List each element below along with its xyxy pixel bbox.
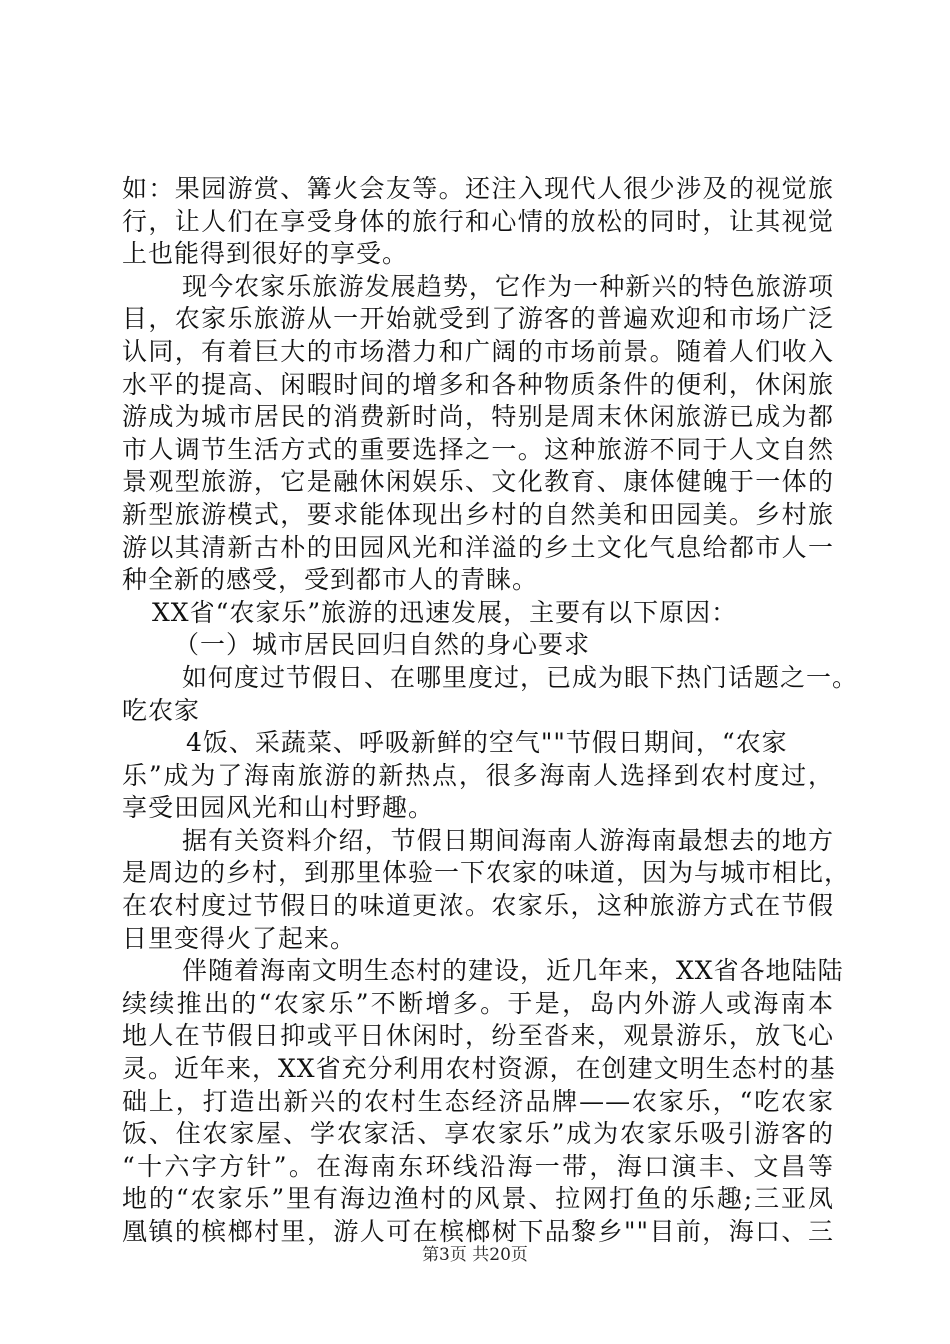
text-line: 在农村度过节假日的味道更浓。农家乐，这种旅游方式在节假 [122, 891, 834, 921]
text-line: 地的“农家乐”里有海边渔村的风景、拉网打鱼的乐趣;三亚凤 [122, 1184, 834, 1214]
text-line: 乐”成为了海南旅游的新热点，很多海南人选择到农村度过， [122, 760, 834, 790]
text-line: 续续推出的“农家乐”不断增多。于是，岛内外游人或海南本 [122, 988, 834, 1018]
text-line: 现今农家乐旅游发展趋势，它作为一种新兴的特色旅游项 [182, 271, 834, 301]
body-text [122, 173, 859, 1249]
text-line: 是周边的乡村，到那里体验一下农家的味道，因为与城市相比， [122, 858, 851, 888]
text-line: 灵。近年来，XX省充分利用农村资源，在创建文明生态村的基 [122, 1054, 836, 1084]
text-line: 日里变得火了起来。 [122, 923, 357, 953]
text-line: 游以其清新古朴的田园风光和洋溢的乡土文化气息给都市人一 [122, 532, 834, 562]
text-line: 行，让人们在享受身体的旅行和心情的放松的同时，让其视觉 [122, 206, 834, 236]
text-line: XX省“农家乐”旅游的迅速发展，主要有以下原因： [152, 597, 738, 627]
text-line: 新型旅游模式，要求能体现出乡村的自然美和田园美。乡村旅 [122, 499, 834, 529]
text-line: 吃农家 [122, 695, 201, 725]
text-line: 认同，有着巨大的市场潜力和广阔的市场前景。随着人们收入 [122, 336, 834, 366]
text-line: 市人调节生活方式的重要选择之一。这种旅游不同于人文自然 [122, 434, 834, 464]
text-line: 景观型旅游，它是融休闲娱乐、文化教育、康体健魄于一体的 [122, 467, 834, 497]
text-line: “十六字方针”。在海南东环线沿海一带，海口演丰、文昌等 [122, 1151, 834, 1181]
text-line: 据有关资料介绍，节假日期间海南人游海南最想去的地方 [182, 825, 834, 855]
text-line: 伴随着海南文明生态村的建设，近几年来，XX省各地陆陆 [182, 956, 844, 986]
text-line: 水平的提高、闲暇时间的增多和各种物质条件的便利，休闲旅 [122, 369, 834, 399]
page-number: 第3页 共20页 [422, 1245, 528, 1265]
text-line: 地人在节假日抑或平日休闲时，纷至沓来，观景游乐，放飞心 [122, 1021, 834, 1051]
text-line: 础上，打造出新兴的农村生态经济品牌——农家乐，“吃农家 [122, 1086, 834, 1116]
text-line: 如：果园游赏、篝火会友等。还注入现代人很少涉及的视觉旅 [122, 174, 834, 203]
text-line: 游成为城市居民的消费新时尚，特别是周末休闲旅游已成为都 [122, 402, 834, 432]
text-line: 如何度过节假日、在哪里度过，已成为眼下热门话题之一。 [182, 662, 859, 692]
text-line: 凰镇的槟榔村里，游人可在槟榔树下品黎乡""目前，海口、三 [122, 1217, 834, 1246]
section-heading: （一）城市居民回归自然的身心要求 [174, 630, 591, 660]
text-line: 享受田园风光和山村野趣。 [122, 793, 435, 823]
text-line: 种全新的感受，受到都市人的青睐。 [122, 565, 539, 595]
text-line: 饭、住农家屋、学农家活、享农家乐”成为农家乐吸引游客的 [122, 1119, 834, 1149]
text-line: 目，农家乐旅游从一开始就受到了游客的普遍欢迎和市场广泛 [122, 304, 834, 334]
text-line: 4饭、采蔬菜、呼吸新鲜的空气""节假日期间，“农家 [186, 728, 788, 758]
text-line: 上也能得到很好的享受。 [122, 239, 409, 269]
